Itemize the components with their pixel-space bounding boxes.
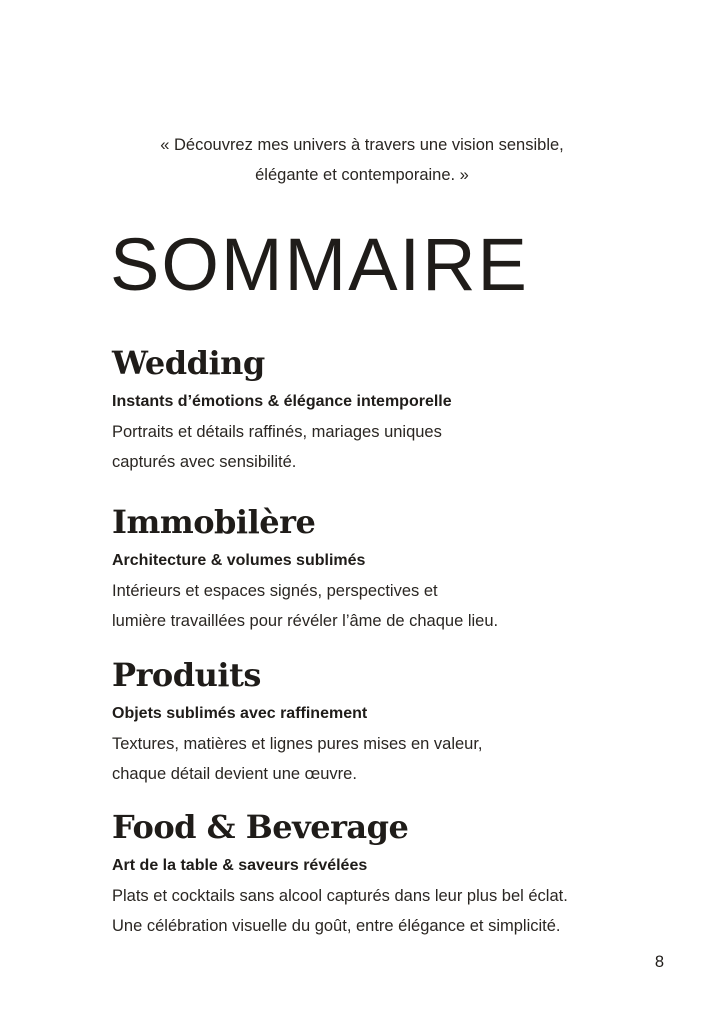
section-heading: Wedding	[112, 344, 265, 382]
section-description-line: Plats et cocktails sans alcool capturés dans leur plus bel éclat.	[112, 887, 568, 905]
section-subtitle: Art de la table & saveurs révélées	[112, 857, 368, 874]
section-description-line: chaque détail devient une œuvre.	[112, 765, 357, 783]
section-heading: Food & Beverage	[112, 808, 409, 846]
section-description-line: Intérieurs et espaces signés, perspectives et	[112, 582, 438, 600]
section-wedding	[112, 343, 672, 477]
section-description-line: Textures, matières et lignes pures mises en valeur,	[112, 735, 483, 753]
section-subtitle: Objets sublimés avec raffinement	[112, 705, 368, 722]
section-produits	[112, 655, 672, 789]
section-food-beverage	[112, 807, 672, 941]
page-number: 8	[654, 953, 664, 971]
section-description-line: Une célébration visuelle du goût, entre élégance et simplicité.	[112, 917, 561, 935]
section-description-line: capturés avec sensibilité.	[112, 453, 297, 471]
section-heading: Produits	[112, 656, 261, 694]
section-description-line: lumière travaillées pour révéler l’âme de chaque lieu.	[112, 612, 499, 630]
intro-quote-line-2: élégante et contemporaine. »	[255, 166, 469, 184]
intro-quote-line-1: « Découvrez mes univers à travers une vision sensible,	[160, 136, 564, 154]
section-subtitle: Instants d’émotions & élégance intemporelle	[112, 393, 452, 410]
page-title: SOMMAIRE	[110, 223, 529, 306]
section-description-line: Portraits et détails raffinés, mariages uniques	[112, 423, 442, 441]
section-immobiliere	[112, 502, 672, 636]
section-heading: Immobilère	[112, 503, 316, 541]
section-subtitle: Architecture & volumes sublimés	[112, 552, 366, 569]
intro-quote	[0, 130, 724, 190]
